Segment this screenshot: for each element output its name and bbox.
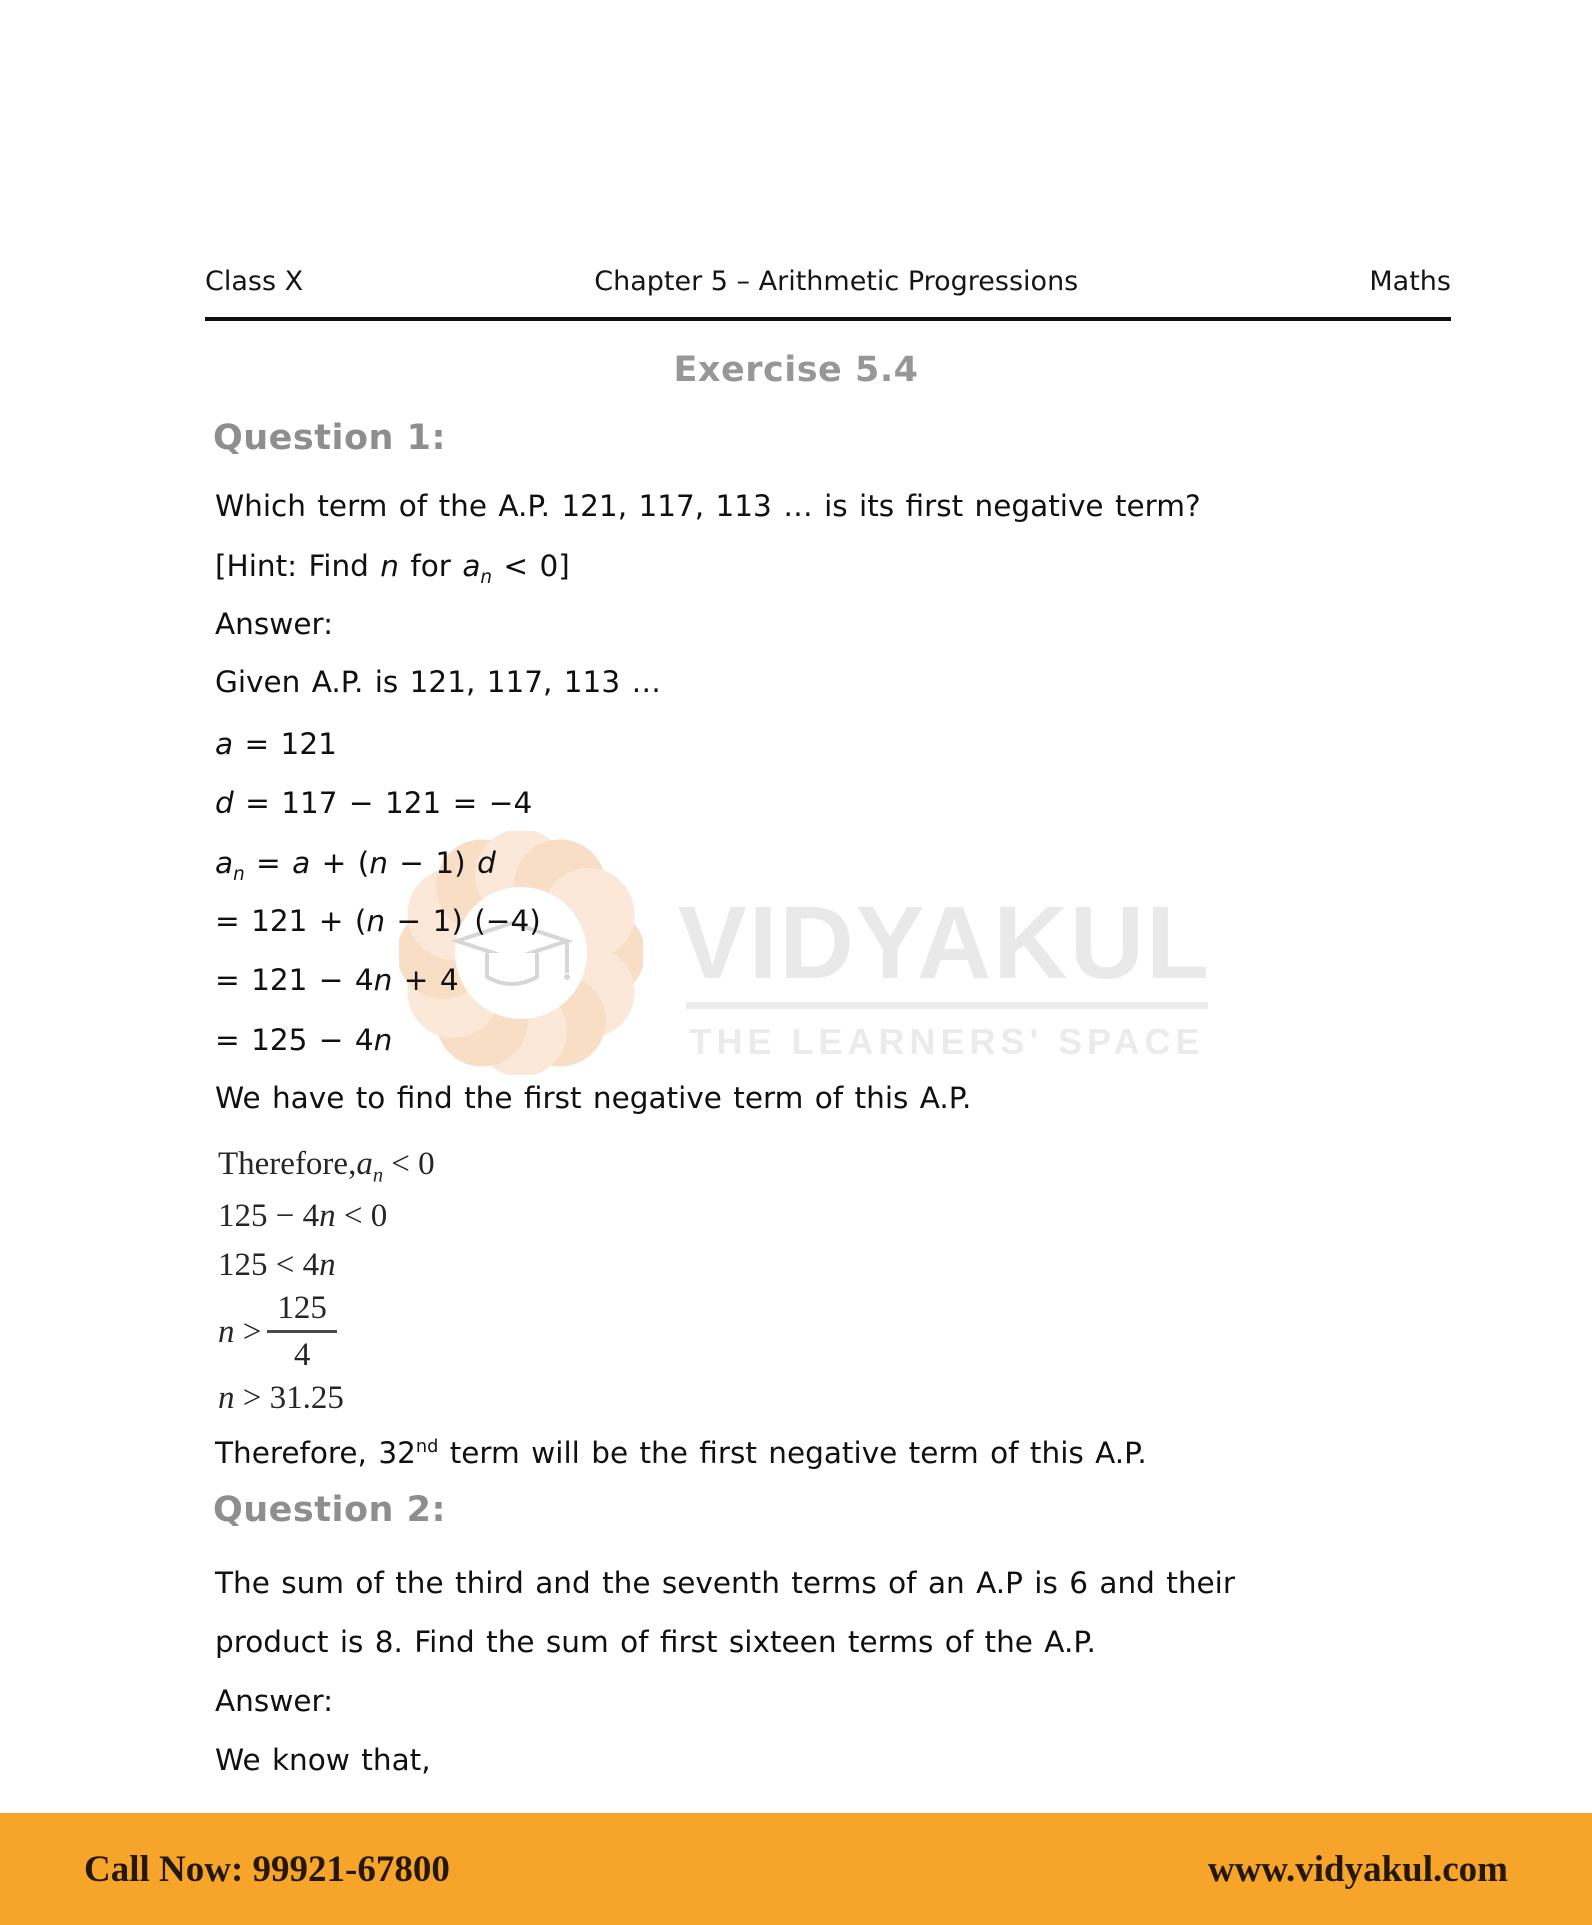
equation-step-1: = 121 + (n − 1) (−4)	[215, 904, 541, 938]
page-header	[205, 266, 1451, 297]
equation-d: d = 117 − 121 = −4	[215, 786, 533, 820]
equation-step-2: = 121 − 4n + 4	[215, 963, 459, 997]
equation-a: a = 121	[215, 727, 337, 761]
question-2-heading: Question 2:	[213, 1490, 446, 1530]
fraction-numerator: 125	[267, 1290, 337, 1333]
given-ap-line: Given A.P. is 121, 117, 113 …	[215, 665, 661, 699]
question-1-heading: Question 1:	[213, 418, 446, 458]
header-rule	[205, 317, 1451, 321]
watermark-tagline-text: THE LEARNERS' SPACE	[689, 1021, 1205, 1062]
answer-label-2: Answer:	[215, 1684, 334, 1718]
fraction-denominator: 4	[293, 1337, 311, 1373]
watermark-divider	[686, 1002, 1208, 1009]
solution-statement: We have to find the first negative term of this A.P.	[215, 1081, 972, 1115]
chapter-title: Chapter 5 – Arithmetic Progressions	[594, 266, 1079, 297]
subject-label: Maths	[1369, 266, 1451, 297]
conclusion-text: Therefore, 32nd term will be the first negative term of this A.P.	[215, 1436, 1147, 1470]
call-now-text: Call Now: 99921-67800	[84, 1848, 450, 1890]
answer-label-1: Answer:	[215, 607, 334, 641]
website-text: www.vidyakul.com	[1207, 1848, 1508, 1890]
fraction-lhs: n >	[218, 1313, 262, 1350]
question-2-text-line-1: The sum of the third and the seventh terms of an A.P is 6 and their	[215, 1566, 1236, 1600]
question-1-text: Which term of the A.P. 121, 117, 113 … is its first negative term?	[215, 489, 1201, 523]
class-label: Class X	[205, 266, 304, 297]
question-2-text-line-2: product is 8. Find the sum of first sixteen terms of the A.P.	[215, 1625, 1096, 1659]
question-1-hint: [Hint: Find n for $a_n < 0$]	[215, 549, 570, 588]
inequality-2: 125 − 4n < 0	[218, 1198, 388, 1234]
equation-an-formula: $a_n = a + (n - 1)$ d	[215, 846, 496, 885]
inequality-1: $Therefore,a_n < 0$	[218, 1146, 435, 1187]
equation-step-3: = 125 − 4n	[215, 1023, 393, 1057]
footer-bar	[0, 1813, 1592, 1925]
inequality-4: n > 31.25	[218, 1380, 344, 1416]
watermark-brand-text: VIDYAKUL	[678, 885, 1212, 1000]
inequality-fraction	[218, 1290, 337, 1374]
exercise-title: Exercise 5.4	[673, 350, 919, 390]
fraction	[267, 1290, 337, 1374]
inequality-3: 125 < 4n	[218, 1247, 336, 1283]
answer-2-intro: We know that,	[215, 1743, 431, 1777]
